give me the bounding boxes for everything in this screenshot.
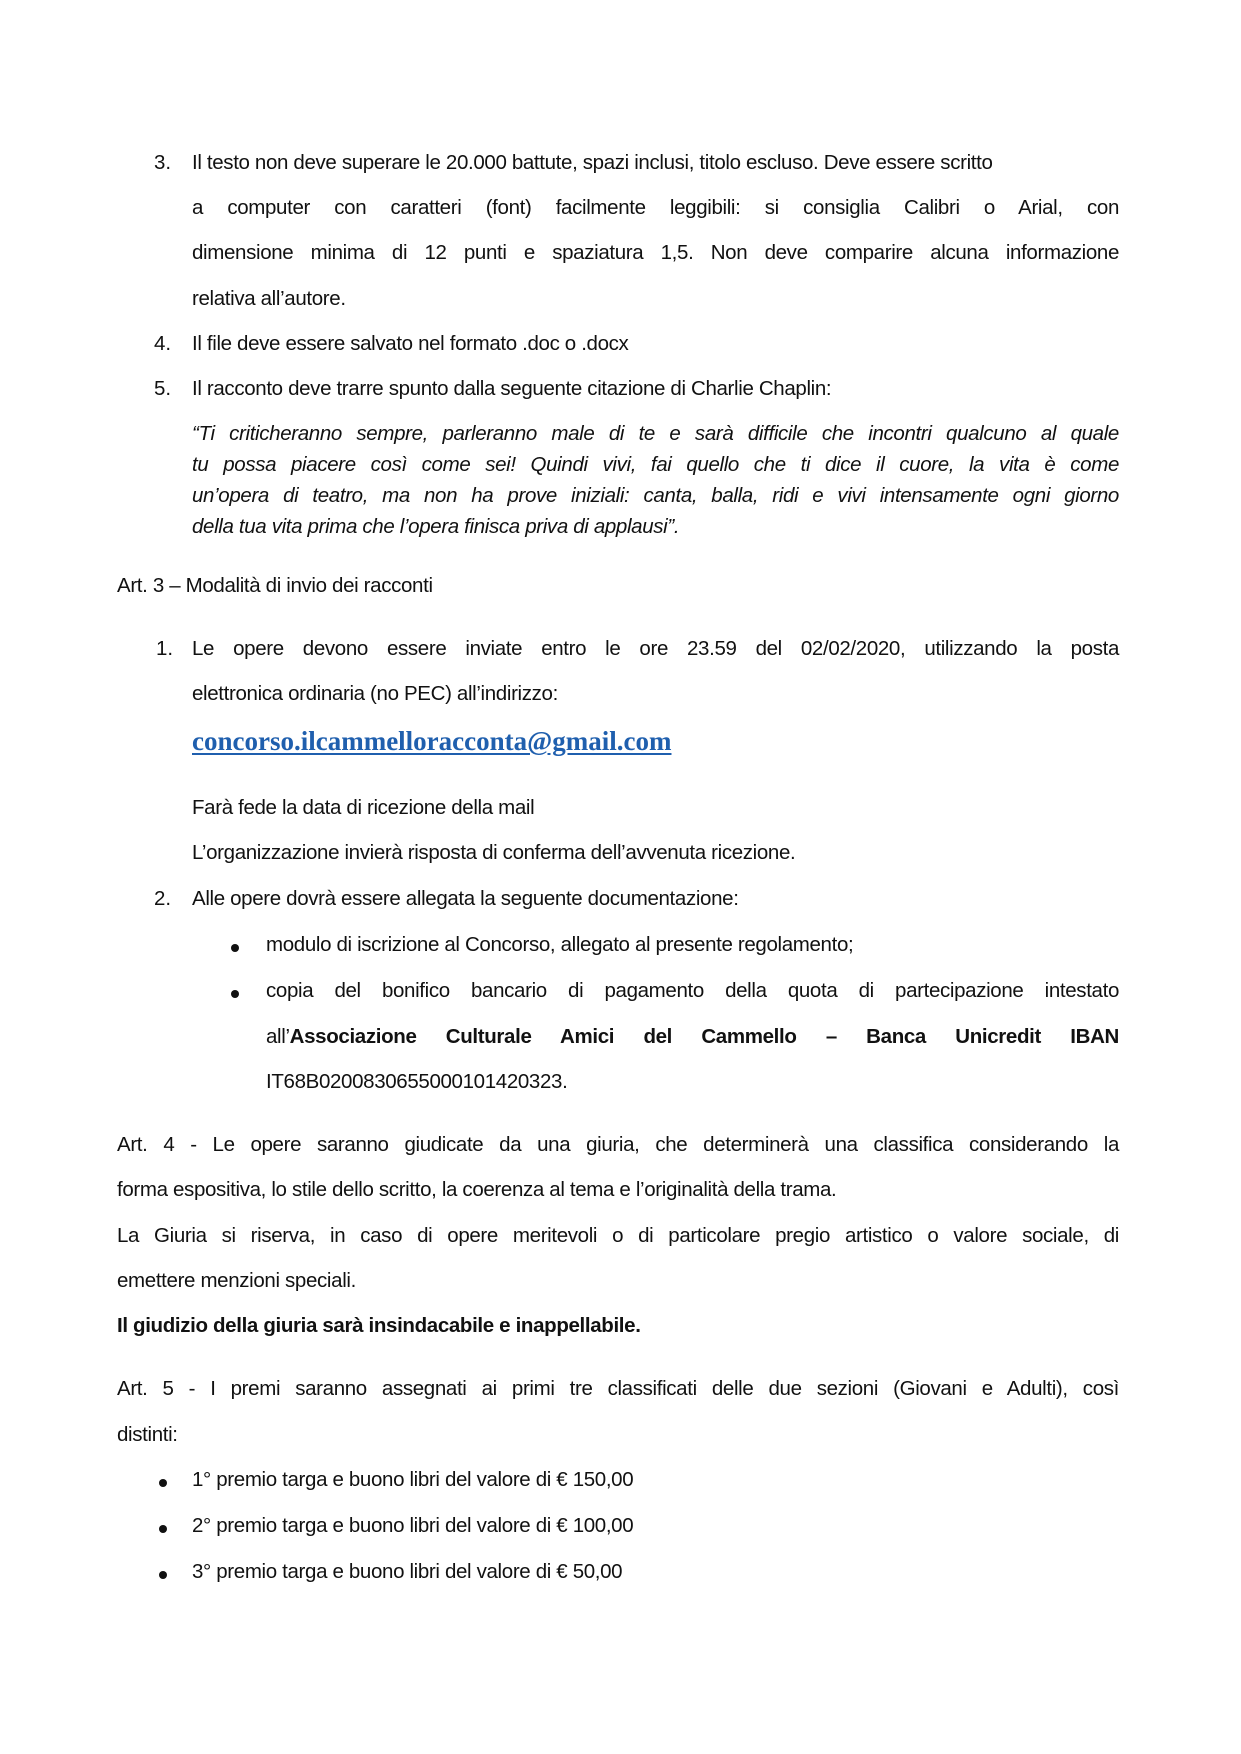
quote-line-1: “Ti criticheranno sempre, parleranno male di te e sarà difficile che incontri qualcuno al quale	[192, 422, 1119, 445]
bullet-icon	[159, 1525, 167, 1533]
item-3-line-2: a computer con caratteri (font) facilmente leggibili: si consiglia Calibri o Arial, con	[192, 196, 1119, 219]
list-number: 5.	[154, 377, 172, 400]
item-4-text: Il file deve essere salvato nel formato .doc o .docx	[192, 332, 629, 355]
art3-note-1: Farà fede la data di ricezione della mail	[192, 796, 535, 819]
doc-bullet-2-line-1: copia del bonifico bancario di pagamento della quota di partecipazione intestato	[266, 979, 1119, 1002]
art4-line-2: forma espositiva, lo stile dello scritto, la coerenza al tema e l’originalità della trama.	[117, 1178, 837, 1201]
item-5-text: Il racconto deve trarre spunto dalla seguente citazione di Charlie Chaplin:	[192, 377, 832, 400]
list-number: 2.	[154, 887, 172, 910]
quote-line-2: tu possa piacere così come sei! Quindi vivi, fai quello che ti dice il cuore, la vita è come	[192, 453, 1119, 476]
bullet-icon	[231, 990, 239, 998]
art3-heading: Art. 3 – Modalità di invio dei racconti	[117, 574, 433, 597]
art4-line-3: La Giuria si riserva, in caso di opere meritevoli o di particolare pregio artistico o valore sociale, di	[117, 1224, 1119, 1247]
prize-1: 1° premio targa e buono libri del valore di € 150,00	[192, 1468, 634, 1491]
prize-2: 2° premio targa e buono libri del valore di € 100,00	[192, 1514, 634, 1537]
art3-item1-line-1: Le opere devono essere inviate entro le ore 23.59 del 02/02/2020, utilizzando la posta	[192, 637, 1119, 660]
item-3-line-4: relativa all’autore.	[192, 287, 346, 310]
doc-bullet-2-line-2	[266, 1024, 1119, 1050]
list-number: 3.	[154, 151, 172, 174]
art4-line-4: emettere menzioni speciali.	[117, 1269, 356, 1292]
art4-bold-statement: Il giudizio della giuria sarà insindacabile e inappellabile.	[117, 1314, 641, 1337]
bullet-icon	[159, 1571, 167, 1579]
art3-item1-line-2: elettronica ordinaria (no PEC) all’indirizzo:	[192, 682, 558, 705]
quote-line-3: un’opera di teatro, ma non ha prove iniziali: canta, balla, ridi e vivi intensamente ogni giorno	[192, 484, 1119, 507]
prefix-text: all’	[266, 1025, 290, 1048]
item-3-line-1: Il testo non deve superare le 20.000 battute, spazi inclusi, titolo escluso. Deve essere scritto	[192, 151, 993, 174]
prize-3: 3° premio targa e buono libri del valore di € 50,00	[192, 1560, 623, 1583]
quote-line-4: della tua vita prima che l’opera finisca priva di applausi”.	[192, 515, 680, 538]
bullet-icon	[159, 1479, 167, 1487]
list-number: 1.	[156, 637, 174, 660]
iban: IT68B0200830655000101420323.	[266, 1070, 568, 1093]
email-link[interactable]: concorso.ilcammelloracconta@gmail.com	[192, 726, 672, 756]
bank-details: Associazione Culturale Amici del Cammello – Banca Unicredit IBAN	[289, 1025, 1119, 1048]
art5-line-1: Art. 5 - I premi saranno assegnati ai primi tre classificati delle due sezioni (Giovani e Adulti), così	[117, 1377, 1119, 1400]
art5-line-2: distinti:	[117, 1423, 178, 1446]
bullet-icon	[231, 944, 239, 952]
item-3-line-3: dimensione minima di 12 punti e spaziatura 1,5. Non deve comparire alcuna informazione	[192, 241, 1119, 264]
art3-item2-text: Alle opere dovrà essere allegata la seguente documentazione:	[192, 887, 739, 910]
list-number: 4.	[154, 332, 172, 355]
art4-line-1: Art. 4 - Le opere saranno giudicate da una giuria, che determinerà una classifica considerando la	[117, 1133, 1119, 1156]
art3-note-2: L’organizzazione invierà risposta di conferma dell’avvenuta ricezione.	[192, 841, 796, 864]
doc-bullet-1: modulo di iscrizione al Concorso, allegato al presente regolamento;	[266, 933, 854, 956]
